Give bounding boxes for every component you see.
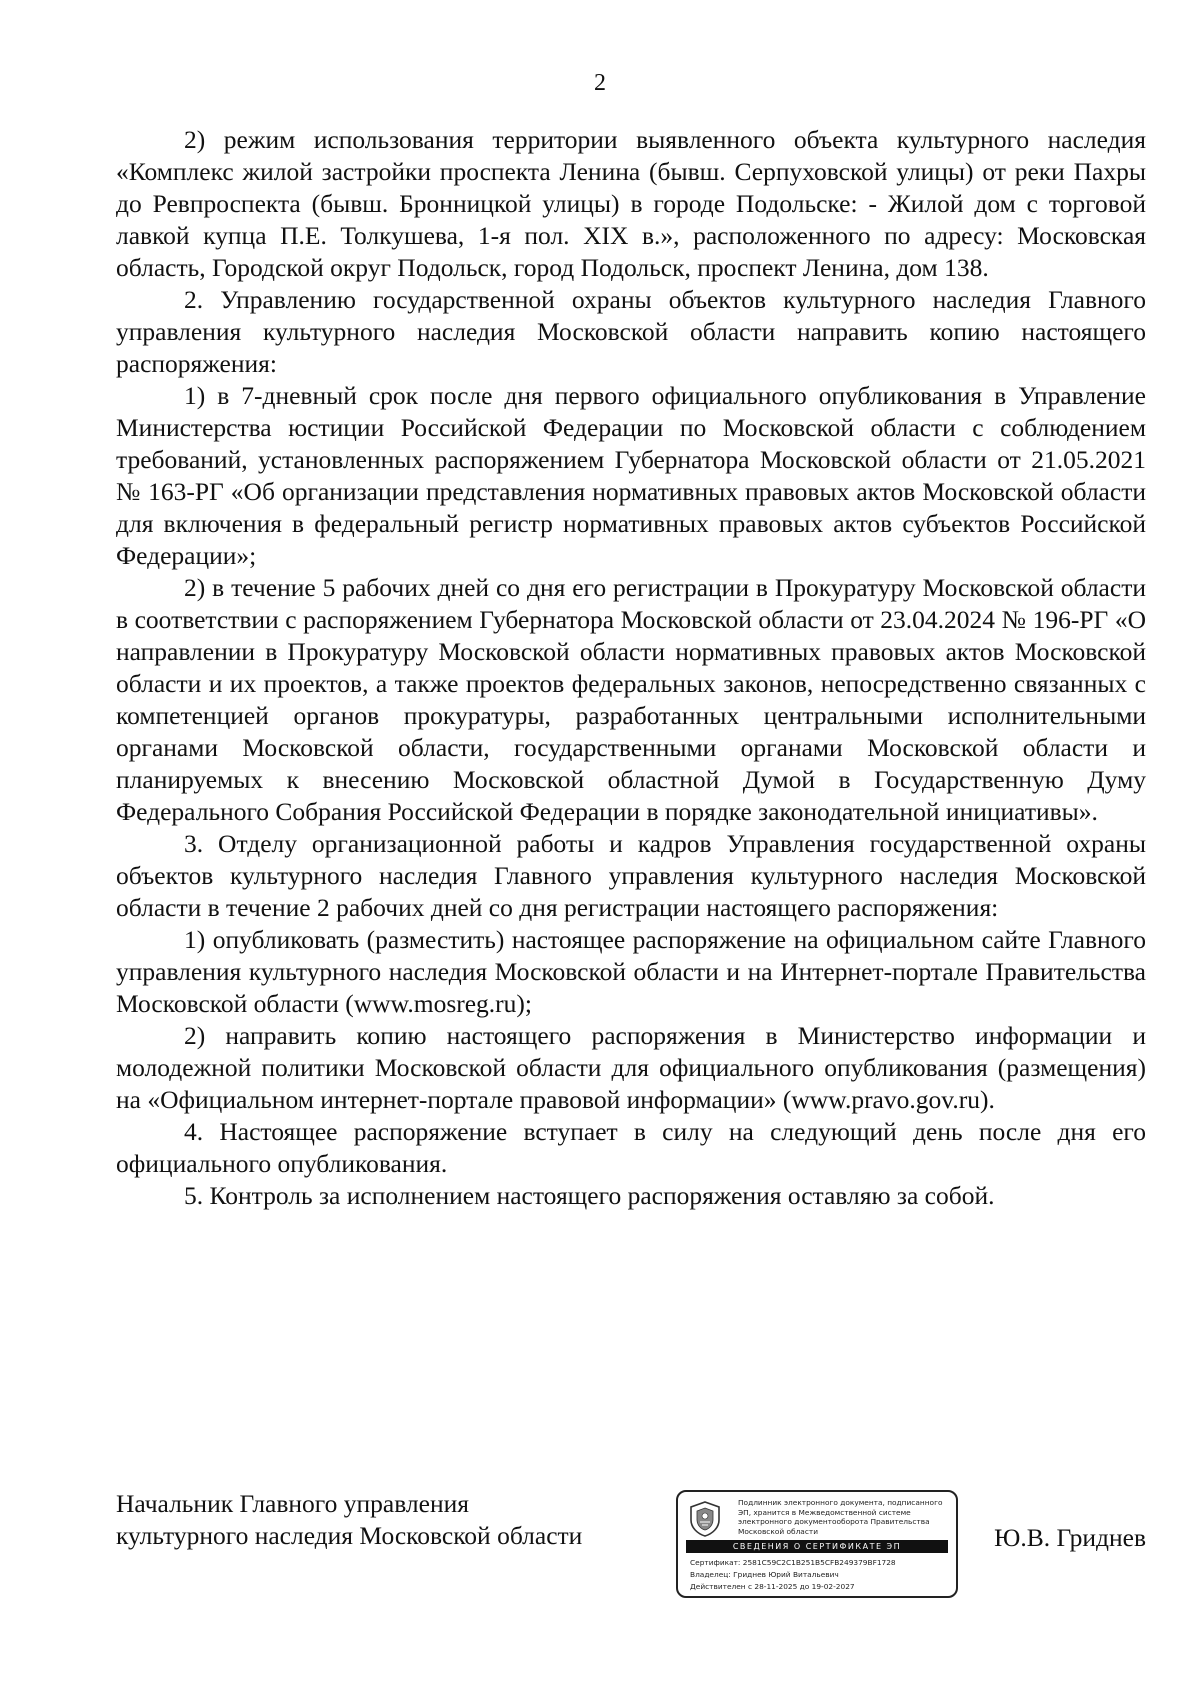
stamp-notice: Подлинник электронного документа, подписанного ЭП, хранится в Межведомственной системе электронного документооборота Правительства Московской области [738,1498,943,1536]
paragraph: 4. Настоящее распоряжение вступает в силу на следующий день после дня его официального опубликования. [116,1117,1146,1178]
signer-name: Ю.В. Гриднев [994,1523,1146,1552]
paragraph: 1) опубликовать (разместить) настоящее распоряжение на официальном сайте Главного управления культурного наследия Московской области и на Интернет-портале Правительства Московской области (www.mosreg.ru); [116,925,1146,1018]
document-body [116,124,1146,1212]
paragraph: 3. Отделу организационной работы и кадров Управления государственной охраны объектов культурного наследия Главного управления культурного наследия Московской области в течение 2 рабочих дней со дня регистрации настоящего распоряжения: [116,829,1146,922]
stamp-validity: Действителен с 28-11-2025 до 19-02-2027 [690,1582,855,1591]
paragraph: 2. Управлению государственной охраны объектов культурного наследия Главного управления культурного наследия Московской области направить копию настоящего распоряжения: [116,285,1146,378]
paragraph: 5. Контроль за исполнением настоящего распоряжения оставляю за собой. [184,1181,995,1210]
paragraph: 1) в 7-дневный срок после дня первого официального опубликования в Управление Министерства юстиции Российской Федерации по Московской области с соблюдением требований, установленных распоряжением Губернатора Московской области от 21.05.2021 № 163-РГ «Об организации представления нормативных правовых актов Московской области для включения в федеральный регистр нормативных правовых актов субъектов Российской Федерации»; [116,381,1146,570]
stamp-certificate: Сертификат: 2581C59C2C1B251B5CFB249379BF1728 [690,1558,896,1567]
signer-position-line: Начальник Главного управления [116,1489,469,1518]
paragraph: 2) режим использования территории выявленного объекта культурного наследия «Комплекс жилой застройки проспекта Ленина (бывш. Серпуховской улицы) от реки Пахры до Ревпроспекта (бывш. Бронницкой улицы) в городе Подольске: - Жилой дом с торговой лавкой купца П.Е. Толкушева, 1-я пол. XIX в.», расположенного по адресу: Московская область, Городской округ Подольск, город Подольск, проспект Ленина, дом 138. [116,125,1146,282]
page-number: 2 [594,70,606,96]
signer-position-line: культурного наследия Московской области [116,1521,583,1550]
stamp-owner: Владелец: Гриднев Юрий Витальевич [690,1570,839,1579]
stamp-header: СВЕДЕНИЯ О СЕРТИФИКАТЕ ЭП [686,1540,948,1553]
electronic-signature-stamp [676,1490,958,1598]
signature-block [116,1488,1146,1608]
coat-of-arms-icon [686,1500,724,1538]
paragraph: 2) в течение 5 рабочих дней со дня его регистрации в Прокуратуру Московской области в соответствии с распоряжением Губернатора Московской области от 23.04.2024 № 196-РГ «О направлении в Прокуратуру Московской области нормативных правовых актов Московской области и их проектов, а также проектов федеральных законов, непосредственно связанных с компетенцией органов прокуратуры, разработанных центральными исполнительными органами Московской области, государственными органами Московской области и планируемых к внесению Московской областной Думой в Государственную Думу Федерального Собрания Российской Федерации в порядке законодательной инициативы». [116,573,1146,826]
paragraph: 2) направить копию настоящего распоряжения в Министерство информации и молодежной политики Московской области для официального опубликования (размещения) на «Официальном интернет-портале правовой информации» (www.pravo.gov.ru). [116,1021,1146,1114]
signer-position [116,1488,582,1552]
